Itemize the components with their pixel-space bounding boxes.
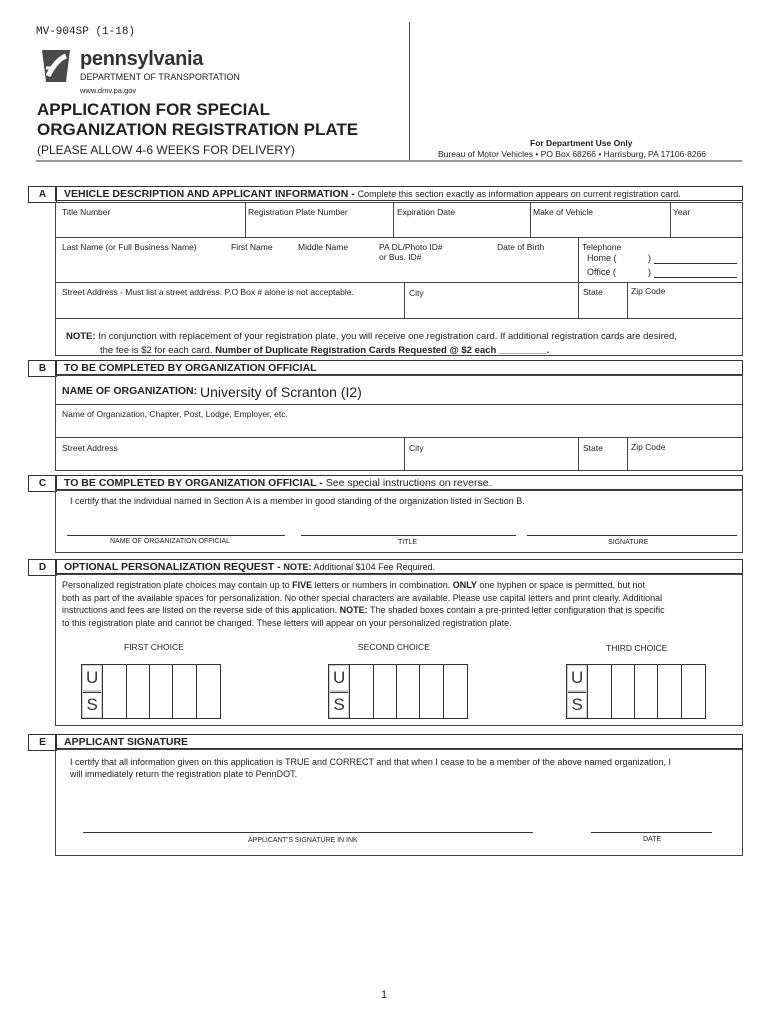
- applicant-certify-line1: I certify that all information given on this application is TRUE and CORRECT and that when I cease to be a member of the above named organization, I: [70, 757, 671, 767]
- instructions-line-2: both as part of the available spaces for personalization. No other special characters are available. Please use capital letters and print clearly. Additional: [62, 592, 663, 603]
- org-state-field[interactable]: State: [583, 443, 603, 453]
- instr-p1b: FIVE: [292, 580, 313, 590]
- office-phone-label: Office (: [587, 267, 616, 277]
- section-c-title: TO BE COMPLETED BY ORGANIZATION OFFICIAL -: [64, 477, 326, 489]
- instr-p1c: letters or numbers in combination.: [312, 580, 453, 590]
- section-b-title: TO BE COMPLETED BY ORGANIZATION OFFICIAL: [55, 360, 743, 375]
- section-b-letter: B: [28, 360, 57, 377]
- vehicle-make-field[interactable]: Make of Vehicle: [533, 207, 594, 217]
- applicant-signature-caption: APPLICANT'S SIGNATURE IN INK: [248, 837, 358, 844]
- form-title-line1: APPLICATION FOR SPECIAL: [37, 100, 270, 119]
- vehicle-year-field[interactable]: Year: [673, 207, 691, 217]
- duplicate-cards-note-2: [100, 345, 549, 356]
- section-e-letter: E: [28, 734, 57, 751]
- note-text: In conjunction with replacement of your registration plate, you will receive one registration card. If additional registration cards are desired,: [95, 331, 677, 342]
- form-number: MV-904SP (1-18): [36, 26, 136, 38]
- org-street-field[interactable]: Street Address: [62, 443, 118, 453]
- form-title-line2: ORGANIZATION REGISTRATION PLATE: [37, 120, 359, 139]
- telephone-label: Telephone: [582, 242, 622, 252]
- department-name: DEPARTMENT OF TRANSPORTATION: [80, 72, 240, 82]
- third-choice-label: THIRD CHOICE: [606, 643, 668, 653]
- second-choice-label: SECOND CHOICE: [358, 642, 430, 652]
- official-title-caption: TITLE: [398, 539, 418, 546]
- plate-char-box[interactable]: [444, 665, 467, 718]
- official-signature-caption: SIGNATURE: [608, 539, 649, 546]
- instructions-line-1: [62, 579, 738, 592]
- form-subtitle: (PLEASE ALLOW 4-6 WEEKS FOR DELIVERY): [37, 143, 295, 157]
- org-certify-text: I certify that the individual named in Section A is a member in good standing of the organization listed in Section B.: [70, 496, 525, 506]
- plate-char-box[interactable]: [635, 665, 658, 718]
- website: www.dmv.pa.gov: [80, 86, 137, 95]
- first-choice-plate: [81, 664, 221, 719]
- section-a-title: VEHICLE DESCRIPTION AND APPLICANT INFORMATION -: [64, 188, 358, 200]
- note-line2: the fee is $2 for each card.: [100, 345, 216, 356]
- preprint-bottom: S: [568, 692, 586, 717]
- section-d-note-label: NOTE:: [283, 562, 312, 572]
- city-field[interactable]: City: [409, 288, 424, 298]
- plate-char-box[interactable]: [127, 665, 150, 718]
- plate-char-box[interactable]: [150, 665, 173, 718]
- preprinted-box: [329, 665, 350, 718]
- plate-number-field[interactable]: Registration Plate Number: [248, 207, 348, 217]
- instr-p1a: Personalized registration plate choices may contain up to: [62, 580, 293, 590]
- plate-char-box[interactable]: [682, 665, 705, 718]
- organization-name-label: NAME OF ORGANIZATION:: [62, 385, 198, 397]
- section-c-note: See special instructions on reverse.: [325, 477, 492, 489]
- applicant-date-line[interactable]: [591, 832, 712, 833]
- section-c-letter: C: [28, 475, 57, 492]
- instructions-line-3: [62, 604, 738, 617]
- plate-char-box[interactable]: [197, 665, 220, 718]
- applicant-certify-line2: will immediately return the registration plate to PennDOT.: [70, 769, 298, 779]
- third-choice-plate: [566, 664, 706, 719]
- org-city-field[interactable]: City: [409, 443, 424, 453]
- section-a-header: [55, 186, 743, 201]
- plate-char-box[interactable]: [103, 665, 126, 718]
- plate-char-box[interactable]: [397, 665, 420, 718]
- preprint-top: U: [330, 666, 348, 690]
- date-of-birth-field[interactable]: Date of Birth: [497, 242, 545, 252]
- applicant-date-caption: DATE: [643, 836, 662, 843]
- first-name-field[interactable]: First Name: [231, 242, 273, 252]
- preprint-top: U: [568, 666, 586, 690]
- second-choice-plate: [328, 664, 468, 719]
- page-number: 1: [381, 989, 388, 1001]
- state-field[interactable]: State: [583, 287, 603, 297]
- header-rule: [36, 160, 742, 162]
- section-a-letter: A: [28, 186, 57, 203]
- bureau-address: Bureau of Motor Vehicles • PO Box 68266 • Harrisburg, PA 17106-8266: [438, 149, 707, 159]
- keystone-icon: [36, 46, 76, 86]
- section-c-header: [55, 475, 743, 490]
- instr-p3a: instructions and fees are listed on the reverse side of this application.: [62, 605, 340, 615]
- duplicate-cards-note: [66, 331, 742, 342]
- plate-char-box[interactable]: [173, 665, 196, 718]
- instructions-line-4: to this registration plate and cannot be changed. These letters will appear on your personalized registration plate.: [62, 617, 512, 628]
- preprinted-box: [567, 665, 588, 718]
- zip-field[interactable]: Zip Code: [631, 286, 666, 296]
- section-a-note: Complete this section exactly as information appears on current registration card.: [357, 189, 681, 199]
- department-use-label: For Department Use Only: [530, 138, 633, 148]
- preprint-bottom: S: [83, 692, 101, 717]
- official-name-line[interactable]: [67, 535, 285, 536]
- home-phone-paren: ): [648, 253, 651, 263]
- plate-char-box[interactable]: [612, 665, 635, 718]
- instr-p3c: The shaded boxes contain a pre-printed letter configuration that is specific: [367, 605, 665, 615]
- title-number-field[interactable]: Title Number: [62, 207, 111, 217]
- preprinted-box: [82, 665, 103, 718]
- instr-p3b: NOTE:: [339, 605, 368, 615]
- section-d-header: [55, 559, 743, 574]
- office-phone-input[interactable]: [654, 277, 737, 278]
- applicant-signature-line[interactable]: [83, 832, 533, 833]
- home-phone-label: Home (: [587, 253, 617, 263]
- plate-char-box[interactable]: [588, 665, 611, 718]
- personalization-instructions: [62, 579, 738, 629]
- instr-p1e: one hyphen or space is permitted, but not: [476, 580, 646, 590]
- brand-name: pennsylvania: [80, 48, 204, 70]
- duplicate-cards-request[interactable]: Number of Duplicate Registration Cards Requested @ $2 each _________.: [215, 345, 550, 356]
- official-title-line[interactable]: [301, 535, 516, 536]
- section-d-letter: D: [28, 559, 57, 576]
- expiration-date-field[interactable]: Expiration Date: [397, 207, 456, 217]
- preprint-top: U: [83, 666, 101, 690]
- street-address-field[interactable]: Street Address - Must list a street address. P.O Box # alone is not acceptable.: [62, 287, 354, 297]
- section-e-title: APPLICANT SIGNATURE: [55, 734, 743, 749]
- first-choice-label: FIRST CHOICE: [124, 642, 184, 652]
- plate-char-box[interactable]: [350, 665, 373, 718]
- section-d-title: OPTIONAL PERSONALIZATION REQUEST -: [64, 561, 284, 573]
- plate-char-box[interactable]: [374, 665, 397, 718]
- dl-id-label-1: PA DL/Photo ID#: [379, 242, 443, 252]
- plate-char-box[interactable]: [658, 665, 681, 718]
- organization-name-value[interactable]: University of Scranton (I2): [200, 384, 362, 400]
- section-d-note: Additional $104 Fee Required.: [311, 562, 436, 572]
- dl-id-field[interactable]: [379, 242, 443, 262]
- org-zip-field[interactable]: Zip Code: [631, 442, 666, 452]
- penndot-logo: [36, 46, 76, 86]
- official-name-caption: NAME OF ORGANIZATION OFFICIAL: [110, 538, 231, 545]
- official-signature-line[interactable]: [527, 535, 737, 536]
- header-divider: [409, 22, 410, 162]
- dl-id-label-2: or Bus. ID#: [379, 252, 422, 262]
- preprint-bottom: S: [330, 692, 348, 717]
- office-phone-paren: ): [648, 267, 651, 277]
- instr-p1d: ONLY: [452, 580, 477, 590]
- last-name-field[interactable]: Last Name (or Full Business Name): [62, 242, 197, 252]
- note-label: NOTE:: [66, 331, 96, 342]
- organization-name-hint: Name of Organization, Chapter, Post, Lodge, Employer, etc.: [62, 409, 288, 419]
- plate-char-box[interactable]: [420, 665, 443, 718]
- middle-name-field[interactable]: Middle Name: [298, 242, 349, 252]
- home-phone-input[interactable]: [654, 263, 737, 264]
